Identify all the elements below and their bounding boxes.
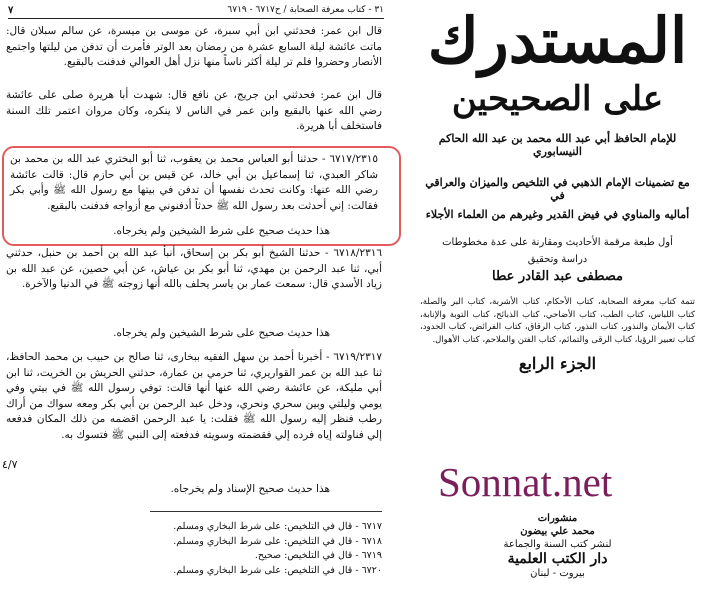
publisher-house: دار الكتب العلمية <box>507 551 608 567</box>
notes-line: مع تضمينات الإمام الذهبي في التلخيص والميزان والعراقي في <box>425 176 690 202</box>
author-line: للإمام الحافظ أبي عبد الله محمد بن عبد الله الحاكم النيسابوري <box>438 132 677 158</box>
footnotes <box>150 511 382 578</box>
running-header <box>8 2 384 19</box>
footnote: ٦٧٢٠ - قال في التلخيص: على شرط البخاري ومسلم. <box>173 564 382 576</box>
margin-reference: ٤/٧ <box>2 458 18 471</box>
grading-note: هذا حديث صحيح على شرط الشيخين ولم يخرجاه. <box>113 225 330 237</box>
paragraph: قال ابن عمر: فحدثني ابن أبي سبرة، عن موسى بن ميسرة، عن سالم سبلان قال: ماتت عائشة ليلة السابع عشرة من رمضان بعد الوتر فأمرت أن تدفن من ليلتها واجتمع الأنصار وحضروا فلم تر ليلة أكثر ناساً منها نزل أهل العوالي فدفنت بالبقيع. <box>6 25 382 68</box>
publisher-city: بيروت - لبنان <box>530 568 585 579</box>
paragraph: ٦٧١٨/٢٣١٦ - حدثنا الشيخ أبو بكر بن إسحاق، أنبأ عبد الله بن أحمد بن حنبل، حدثني أبي، ثنا عبد الرحمن بن مهدي، ثنا أبو بكر بن عياش، عن أبي حصين، عن عبد الله بن زياد الأسدي قال: سمعت عمار بن ياسر يحلف بالله أنها زوجته ﷺ في الدنيا والآخرة. <box>6 247 382 290</box>
paragraph: قال ابن عمر: فحدثني ابن جريج، عن نافع قال: شهدت أبا هريرة صلى على عائشة رضي الله عنها بالبقيع وابن عمر في الناس لا ينكره، وكان مروان اعتمر تلك السنة فاستخلف أبا هريرة. <box>6 89 382 132</box>
edition-line: أول طبعة مرقمة الأحاديث ومقارنة على عدة مخطوطات <box>442 237 673 248</box>
grading-note: هذا حديث صحيح الإسناد ولم يخرجاه. <box>170 483 330 495</box>
footnote: ٦٧١٨ - قال في التلخيص: على شرط البخاري ومسلم. <box>173 535 382 547</box>
footnote: ٦٧١٧ - قال في التلخيص: على شرط البخاري ومسلم. <box>173 521 382 532</box>
publisher-block <box>410 512 705 580</box>
book-subtitle: على الصحيحين <box>451 79 664 119</box>
publisher-label: منشورات <box>537 513 578 524</box>
watermark: Sonnat.net <box>438 459 613 505</box>
grading-note: هذا حديث صحيح على شرط الشيخين ولم يخرجاه. <box>113 327 330 339</box>
editor-name: مصطفى عبد القادر عطا <box>492 269 623 284</box>
paragraph: ٦٧١٩/٢٣١٧ - أخبرنا أحمد بن سهل الفقيه ببخارى، ثنا صالح بن حبيب بن محمد الحافظ، ثنا عبد الله بن عمر القواريري، ثنا حرمي بن عمارة، حدثني الحريش بن الخريت، ثنا ابن أبي مليكة، عن عائشة رضي الله عنها أنها قالت: توفي رسول الله ﷺ في بيتي وفي يومي وليلتي وبين سحري ونحري، ودخل عبد الرحمن بن أبي بكر ومعه سواك من أراك رطب فنظر إليه رسول الله ﷺ فقلت: يا عبد الرحمن اقضمه من ذلك المكان فدفعه إلي فناولته إياه فرده إلي فقضمته وسويته فدفعته إلى النبي ﷺ فتسوك به. <box>6 351 382 441</box>
notes-line: أماليه والمناوي في فيض القدير وغيرهم من العلماء الأجلاء <box>425 208 690 221</box>
contents-list: تتمة كتاب معرفة الصحابة، كتاب الأحكام، كتاب الأشربة، كتاب البر والصلة، كتاب اللباس، كتاب الطب، كتاب الأضاحي، كتاب الذبائح، كتاب التوبة والإنابة، كتاب الأيمان والنذور، كتاب النذور، كتاب الرقاق، كتاب الفرائض، كتاب الحدود، كتاب تعبير الرؤيا، كتاب الرقى والتمائم، كتاب الفتن والملاحم، كتاب الأهوال. <box>420 297 695 345</box>
publisher-tagline: لنشر كتب السنة والجماعة <box>503 539 612 550</box>
running-title: ٣١ - كتاب معرفة الصحابة / ح٦٧١٧ - ٦٧١٩ <box>227 5 384 15</box>
book-title: المستدرك <box>427 4 688 77</box>
study-line: دراسة وتحقيق <box>527 254 588 265</box>
cover-page <box>410 0 705 603</box>
highlighted-hadith: ٦٧١٧/٢٣١٥ - حدثنا أبو العباس محمد بن يعقوب، ثنا أبو البختري عبد الله بن محمد بن شاكر العبدي، ثنا إسماعيل بن أبي خالد، عن قيس بن أبي حازم قال: قالت عائشة رضي الله عنها: وكانت تحدث نفسها أن تدفن في بيتها مع رسول الله ﷺ وأبي بكر فقالت: إني أحدثت بعد رسول الله ﷺ حدثاً أدفنوني مع أزواجه فدفنت بالبقيع. <box>10 153 378 212</box>
volume-label: الجزء الرابع <box>518 354 597 373</box>
publisher-name: محمد علي بيضون <box>520 526 595 537</box>
footnote: ٦٧١٩ - قال في التلخيص: صحيح. <box>254 550 382 561</box>
page-number: ٧ <box>8 4 14 16</box>
